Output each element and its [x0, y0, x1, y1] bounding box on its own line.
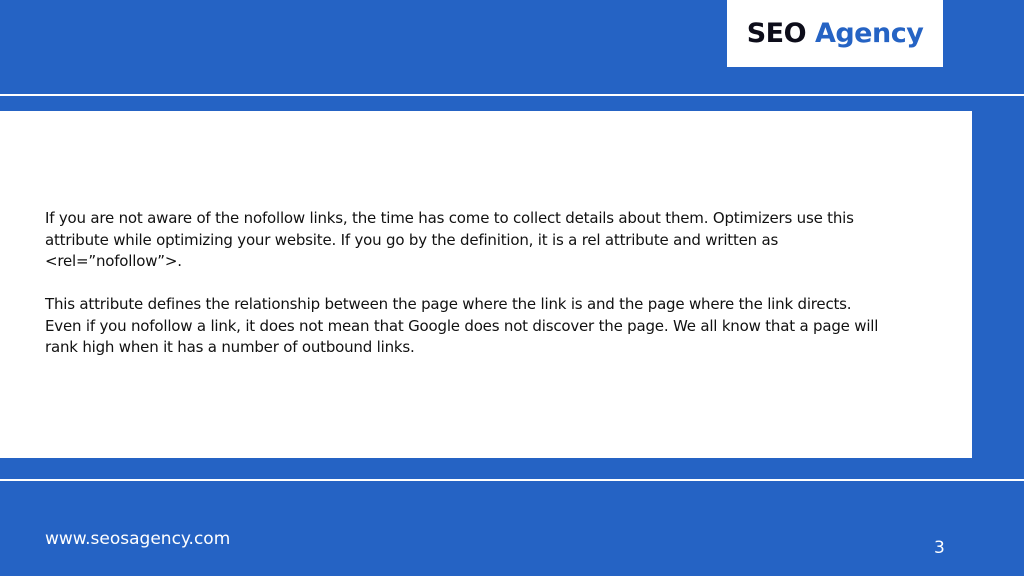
paragraph-1: If you are not aware of the nofollow links, the time has come to collect details about them. Optimizers use this attribute while optimizing your website. If you go by the definition, it is a rel attribute and written as <rel=”nofollow”>.: [45, 209, 854, 270]
logo-agency-text: Agency: [814, 18, 924, 49]
content-card: [0, 111, 972, 458]
footer-url: www.seosagency.com: [45, 529, 231, 549]
page-number: 3: [934, 538, 945, 558]
logo-text: [747, 18, 924, 49]
top-divider: [0, 94, 1024, 96]
logo: [727, 0, 943, 67]
body-text: [45, 208, 945, 359]
logo-seo-text: SEO: [746, 18, 807, 49]
bottom-divider: [0, 479, 1024, 481]
paragraph-2: This attribute defines the relationship between the page where the link is and the page where the link directs. Even if you nofollow a link, it does not mean that Google does not discover the page. We all know that a page will rank high when it has a number of outbound links.: [45, 295, 879, 356]
